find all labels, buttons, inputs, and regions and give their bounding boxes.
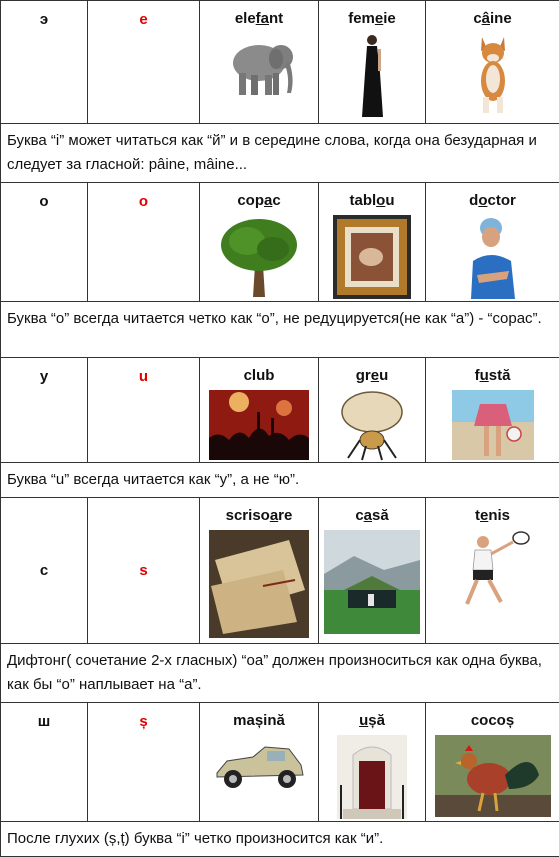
word-cell (200, 498, 319, 644)
word-cell (200, 358, 319, 463)
letter-row (1, 1, 559, 124)
latin-letter: u (88, 358, 200, 463)
word-label: doctor (426, 191, 559, 211)
skirt-picture (452, 390, 534, 460)
word-label: cocoș (426, 711, 559, 731)
word-cell (426, 1, 559, 124)
word-label: tablou (319, 191, 425, 211)
word-cell (426, 498, 559, 644)
rule-row (1, 822, 559, 857)
woman-picture (357, 33, 387, 119)
rooster-picture (435, 735, 551, 817)
cyrillic-letter: ш (1, 703, 88, 822)
elephant-picture (221, 33, 297, 103)
word-label: fustă (426, 366, 559, 386)
word-cell (200, 1, 319, 124)
word-label: club (200, 366, 318, 386)
vintage-car-picture (209, 735, 309, 795)
rule-note: Буква “u” всегда читается как “у”, а не “ю”. (1, 463, 559, 498)
latin-letter: ș (88, 703, 200, 822)
word-label: câine (426, 9, 559, 29)
concert-crowd-picture (209, 390, 309, 460)
door-picture (337, 735, 407, 819)
rule-note: После глухих (ș,ț) буква “i” четко произносится как “и”. (1, 822, 559, 857)
word-cell (426, 358, 559, 463)
word-label: scrisoare (200, 506, 318, 526)
word-cell (319, 1, 426, 124)
word-cell (319, 703, 426, 822)
latin-letter: o (88, 183, 200, 302)
word-label: elefant (200, 9, 318, 29)
word-label: casă (319, 506, 425, 526)
word-label: ușă (319, 711, 425, 731)
rule-row (1, 124, 559, 183)
latin-letter: s (88, 498, 200, 644)
word-cell (319, 358, 426, 463)
word-label: copac (200, 191, 318, 211)
word-cell (200, 183, 319, 302)
letter-row (1, 183, 559, 302)
word-label: femeie (319, 9, 425, 29)
letter-row (1, 498, 559, 644)
tree-picture (219, 215, 299, 299)
word-cell (426, 183, 559, 302)
word-cell (426, 703, 559, 822)
latin-letter: e (88, 1, 200, 124)
word-cell (200, 703, 319, 822)
cyrillic-letter: у (1, 358, 88, 463)
word-label: mașină (200, 711, 318, 731)
framed-painting-picture (333, 215, 411, 299)
tennis-player-picture (445, 530, 541, 614)
house-picture (324, 530, 420, 634)
dog-picture (473, 33, 513, 117)
letter-row (1, 358, 559, 463)
cyrillic-letter: о (1, 183, 88, 302)
rule-row (1, 644, 559, 703)
doctor-picture (463, 215, 523, 299)
word-cell (319, 183, 426, 302)
word-label: greu (319, 366, 425, 386)
rule-note: Буква “i” может читаться как “й” и в середине слова, когда она безударная и следует за гласной: pâine, mâine... (1, 124, 559, 183)
rule-row (1, 463, 559, 498)
letter-row (1, 703, 559, 822)
rule-note: Буква “о” всегда читается четко как “о”, не редуцируется(не как “а”) - “copac”. (1, 302, 559, 358)
word-cell (319, 498, 426, 644)
letters-picture (209, 530, 309, 638)
cyrillic-letter: э (1, 1, 88, 124)
cyrillic-letter: с (1, 498, 88, 644)
rule-row (1, 302, 559, 358)
word-label: tenis (426, 506, 559, 526)
heavy-load-picture (332, 390, 412, 462)
rule-note: Дифтонг( сочетание 2-х гласных) “oa” должен произноситься как одна буква, как бы “о” наплывает на “а”. (1, 644, 559, 703)
